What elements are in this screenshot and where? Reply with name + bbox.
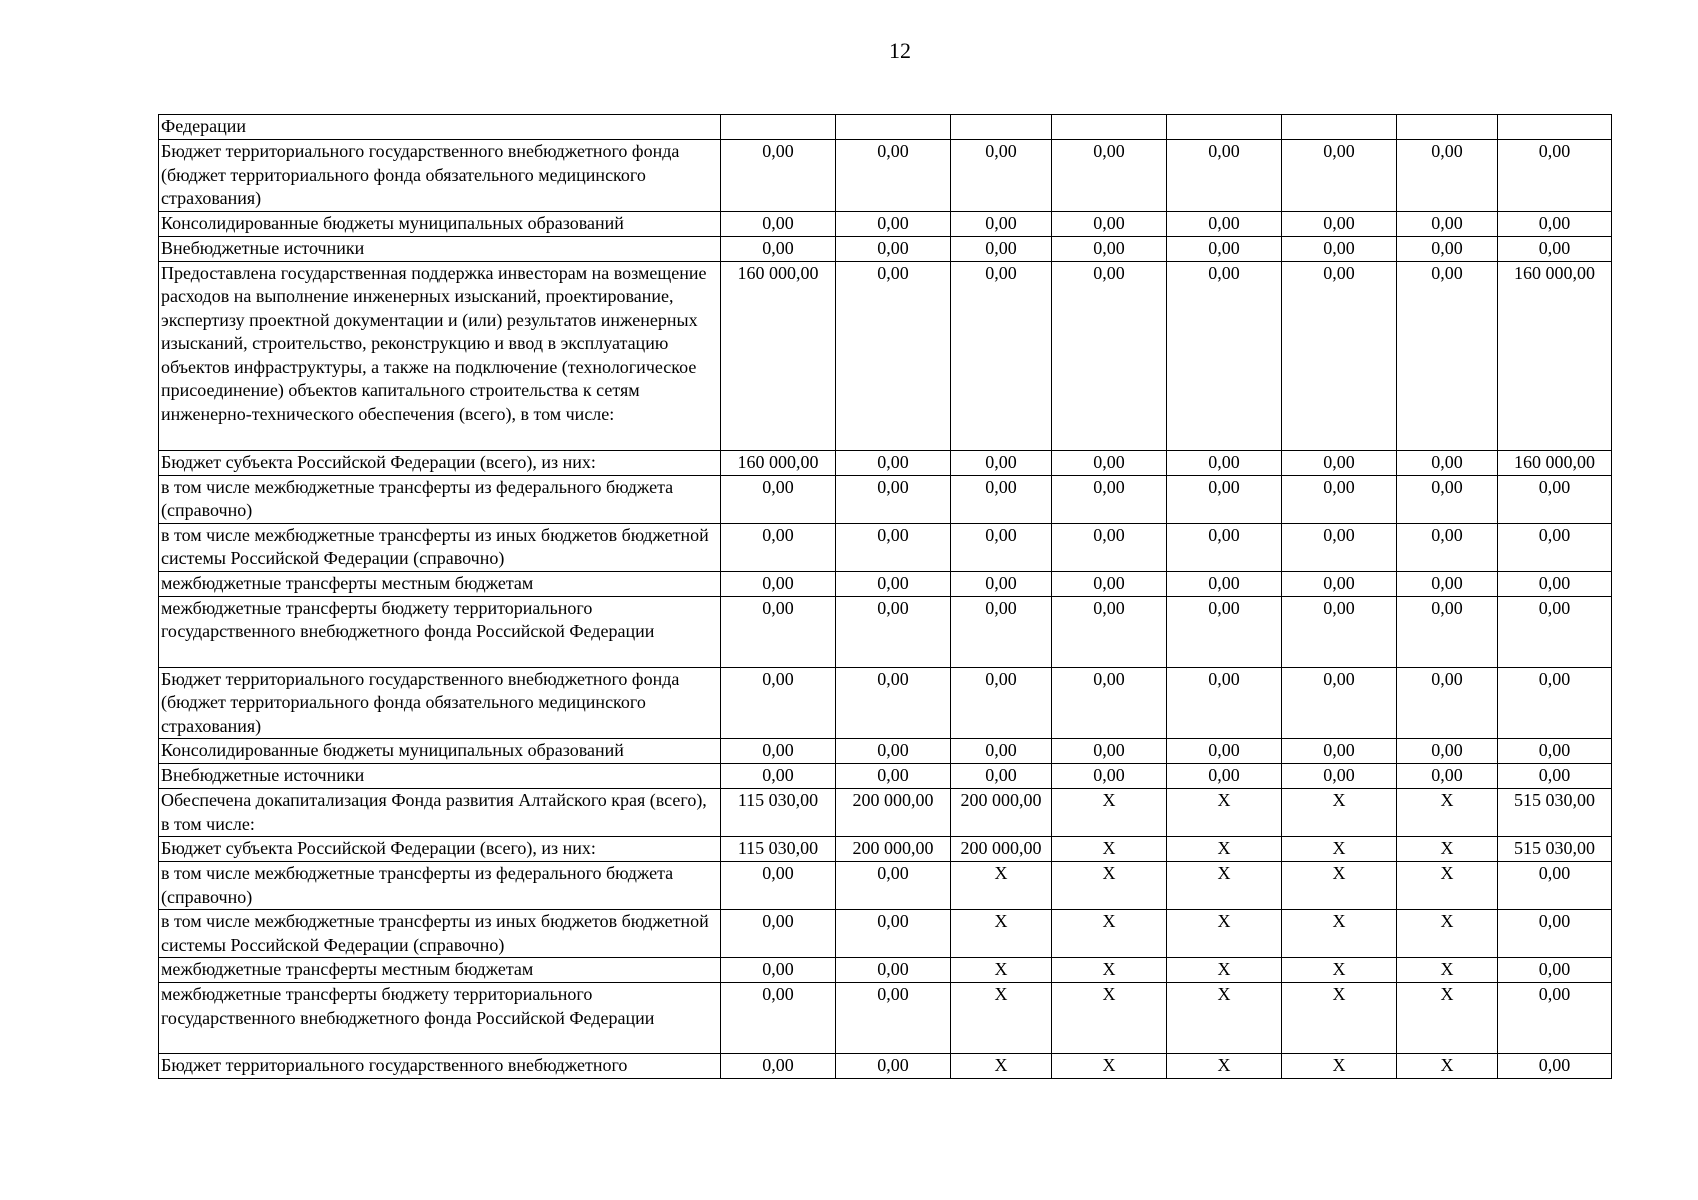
- value-cell: 0,00: [1167, 140, 1282, 212]
- value-cell: X: [1282, 1054, 1397, 1079]
- value-cell: 0,00: [1167, 571, 1282, 596]
- row-label: Внебюджетные источники: [159, 236, 721, 261]
- value-cell: 0,00: [951, 211, 1052, 236]
- value-cell: [1282, 115, 1397, 140]
- value-cell: 0,00: [1397, 450, 1498, 475]
- value-cell: 0,00: [721, 910, 836, 958]
- table-row: [159, 789, 1612, 837]
- row-label: в том числе межбюджетные трансферты из иных бюджетов бюджетной системы Российской Федерации (справочно): [159, 523, 721, 571]
- value-cell: X: [1282, 958, 1397, 983]
- value-cell: 0,00: [1498, 523, 1612, 571]
- value-cell: 0,00: [1167, 450, 1282, 475]
- value-cell: 0,00: [721, 211, 836, 236]
- value-cell: 0,00: [721, 958, 836, 983]
- row-label: межбюджетные трансферты местным бюджетам: [159, 571, 721, 596]
- value-cell: 0,00: [1498, 211, 1612, 236]
- value-cell: 160 000,00: [721, 450, 836, 475]
- value-cell: 0,00: [721, 140, 836, 212]
- page-number: 12: [889, 38, 911, 63]
- value-cell: 0,00: [1052, 596, 1167, 667]
- value-cell: 115 030,00: [721, 789, 836, 837]
- value-cell: 0,00: [836, 211, 951, 236]
- value-cell: 0,00: [836, 450, 951, 475]
- value-cell: 0,00: [1052, 764, 1167, 789]
- value-cell: 0,00: [951, 596, 1052, 667]
- value-cell: 0,00: [1282, 571, 1397, 596]
- value-cell: 0,00: [1052, 523, 1167, 571]
- row-label: межбюджетные трансферты бюджету территориального государственного внебюджетного фонда Российской Федерации: [159, 596, 721, 667]
- table-row: [159, 261, 1612, 450]
- value-cell: 0,00: [1498, 667, 1612, 739]
- row-label: в том числе межбюджетные трансферты из федерального бюджета (справочно): [159, 862, 721, 910]
- value-cell: X: [1052, 837, 1167, 862]
- row-label: Внебюджетные источники: [159, 764, 721, 789]
- value-cell: 0,00: [1167, 667, 1282, 739]
- value-cell: 115 030,00: [721, 837, 836, 862]
- value-cell: 0,00: [836, 261, 951, 450]
- table-row: [159, 571, 1612, 596]
- value-cell: 0,00: [1397, 596, 1498, 667]
- value-cell: 0,00: [1397, 140, 1498, 212]
- row-label: Бюджет субъекта Российской Федерации (всего), из них:: [159, 837, 721, 862]
- value-cell: 0,00: [721, 571, 836, 596]
- value-cell: 200 000,00: [951, 789, 1052, 837]
- value-cell: 160 000,00: [1498, 261, 1612, 450]
- value-cell: 0,00: [836, 764, 951, 789]
- value-cell: X: [1167, 837, 1282, 862]
- row-label: межбюджетные трансферты бюджету территориального государственного внебюджетного фонда Российской Федерации: [159, 983, 721, 1054]
- table-row: [159, 450, 1612, 475]
- value-cell: 0,00: [1282, 764, 1397, 789]
- value-cell: [1052, 115, 1167, 140]
- value-cell: 0,00: [1282, 140, 1397, 212]
- row-label: Бюджет территориального государственного внебюджетного фонда (бюджет территориального фонда обязательного медицинского страхования): [159, 667, 721, 739]
- value-cell: [1498, 115, 1612, 140]
- value-cell: X: [1397, 910, 1498, 958]
- value-cell: 0,00: [1282, 261, 1397, 450]
- table-row: [159, 140, 1612, 212]
- value-cell: 0,00: [1052, 739, 1167, 764]
- value-cell: 200 000,00: [951, 837, 1052, 862]
- table-row: [159, 862, 1612, 910]
- value-cell: 0,00: [951, 764, 1052, 789]
- value-cell: 0,00: [1498, 475, 1612, 523]
- value-cell: [1167, 115, 1282, 140]
- value-cell: 0,00: [1397, 523, 1498, 571]
- value-cell: [721, 115, 836, 140]
- value-cell: 0,00: [836, 236, 951, 261]
- value-cell: X: [1167, 789, 1282, 837]
- value-cell: 0,00: [951, 140, 1052, 212]
- budget-table: [158, 114, 1612, 1079]
- value-cell: 0,00: [1052, 211, 1167, 236]
- value-cell: X: [1397, 983, 1498, 1054]
- value-cell: X: [1167, 862, 1282, 910]
- value-cell: 0,00: [1282, 523, 1397, 571]
- value-cell: 0,00: [1498, 958, 1612, 983]
- value-cell: 0,00: [951, 739, 1052, 764]
- value-cell: 0,00: [1397, 764, 1498, 789]
- value-cell: 0,00: [1052, 450, 1167, 475]
- row-label: Бюджет территориального государственного внебюджетного фонда (бюджет территориального фонда обязательного медицинского страхования): [159, 140, 721, 212]
- value-cell: 0,00: [1498, 140, 1612, 212]
- value-cell: 0,00: [1498, 910, 1612, 958]
- value-cell: 200 000,00: [836, 789, 951, 837]
- value-cell: 0,00: [836, 140, 951, 212]
- value-cell: X: [1282, 862, 1397, 910]
- value-cell: 0,00: [1397, 475, 1498, 523]
- value-cell: 0,00: [1167, 261, 1282, 450]
- table-row: [159, 983, 1612, 1054]
- value-cell: 0,00: [1167, 236, 1282, 261]
- value-cell: 0,00: [1498, 739, 1612, 764]
- value-cell: X: [1167, 910, 1282, 958]
- value-cell: 0,00: [836, 910, 951, 958]
- value-cell: 0,00: [836, 739, 951, 764]
- value-cell: 160 000,00: [721, 261, 836, 450]
- value-cell: 0,00: [1167, 764, 1282, 789]
- row-label: Предоставлена государственная поддержка инвесторам на возмещение расходов на выполнение инженерных изысканий, проектирование, экспертизу проектной документации и (или) результатов инженерных изысканий, строительство, реконструкцию и ввод в эксплуатацию объектов инфраструктуры, а также на подключение (технологическое присоединение) объектов капитального строительства к сетям инженерно-технического обеспечения (всего), в том числе:: [159, 261, 721, 450]
- value-cell: [836, 115, 951, 140]
- row-label: Бюджет субъекта Российской Федерации (всего), из них:: [159, 450, 721, 475]
- value-cell: 0,00: [836, 667, 951, 739]
- value-cell: 0,00: [721, 1054, 836, 1079]
- value-cell: [1397, 115, 1498, 140]
- value-cell: 0,00: [721, 667, 836, 739]
- value-cell: 0,00: [1282, 236, 1397, 261]
- row-label: межбюджетные трансферты местным бюджетам: [159, 958, 721, 983]
- value-cell: X: [1052, 789, 1167, 837]
- value-cell: 0,00: [1282, 211, 1397, 236]
- row-label: в том числе межбюджетные трансферты из федерального бюджета (справочно): [159, 475, 721, 523]
- value-cell: X: [951, 983, 1052, 1054]
- value-cell: 0,00: [951, 261, 1052, 450]
- value-cell: X: [1397, 837, 1498, 862]
- value-cell: 0,00: [1397, 261, 1498, 450]
- value-cell: X: [1397, 1054, 1498, 1079]
- value-cell: 0,00: [1498, 1054, 1612, 1079]
- row-label: Федерации: [159, 115, 721, 140]
- value-cell: 0,00: [721, 739, 836, 764]
- value-cell: X: [1052, 862, 1167, 910]
- value-cell: 0,00: [1167, 523, 1282, 571]
- value-cell: X: [1282, 983, 1397, 1054]
- value-cell: 0,00: [836, 862, 951, 910]
- value-cell: 0,00: [836, 523, 951, 571]
- value-cell: 0,00: [1397, 236, 1498, 261]
- row-label: Обеспечена докапитализация Фонда развития Алтайского края (всего), в том числе:: [159, 789, 721, 837]
- value-cell: 0,00: [1498, 764, 1612, 789]
- value-cell: X: [1397, 862, 1498, 910]
- value-cell: 0,00: [1282, 475, 1397, 523]
- value-cell: X: [951, 958, 1052, 983]
- value-cell: 0,00: [1052, 261, 1167, 450]
- table-row: [159, 837, 1612, 862]
- value-cell: X: [951, 862, 1052, 910]
- value-cell: 0,00: [836, 571, 951, 596]
- value-cell: 0,00: [951, 523, 1052, 571]
- value-cell: 200 000,00: [836, 837, 951, 862]
- value-cell: 0,00: [1052, 475, 1167, 523]
- value-cell: 0,00: [1167, 475, 1282, 523]
- value-cell: 0,00: [1052, 571, 1167, 596]
- value-cell: X: [951, 910, 1052, 958]
- value-cell: 0,00: [1282, 739, 1397, 764]
- value-cell: 0,00: [1052, 236, 1167, 261]
- value-cell: 0,00: [1052, 140, 1167, 212]
- value-cell: 0,00: [1282, 596, 1397, 667]
- value-cell: X: [1167, 958, 1282, 983]
- value-cell: 0,00: [1397, 739, 1498, 764]
- value-cell: 0,00: [1052, 667, 1167, 739]
- value-cell: 0,00: [1498, 983, 1612, 1054]
- value-cell: 0,00: [1397, 571, 1498, 596]
- row-label: в том числе межбюджетные трансферты из иных бюджетов бюджетной системы Российской Федерации (справочно): [159, 910, 721, 958]
- value-cell: 0,00: [1282, 450, 1397, 475]
- value-cell: X: [1397, 789, 1498, 837]
- table-row: [159, 739, 1612, 764]
- table-row: [159, 596, 1612, 667]
- value-cell: 0,00: [1167, 739, 1282, 764]
- table-row: [159, 667, 1612, 739]
- value-cell: 0,00: [1498, 236, 1612, 261]
- value-cell: 0,00: [1498, 596, 1612, 667]
- value-cell: 0,00: [721, 236, 836, 261]
- value-cell: 0,00: [836, 475, 951, 523]
- value-cell: 0,00: [836, 1054, 951, 1079]
- value-cell: 0,00: [1167, 596, 1282, 667]
- value-cell: X: [1052, 983, 1167, 1054]
- value-cell: 0,00: [836, 958, 951, 983]
- value-cell: 0,00: [951, 236, 1052, 261]
- value-cell: 0,00: [951, 571, 1052, 596]
- value-cell: X: [1052, 910, 1167, 958]
- value-cell: 515 030,00: [1498, 837, 1612, 862]
- value-cell: [951, 115, 1052, 140]
- value-cell: 0,00: [836, 983, 951, 1054]
- table-row: [159, 523, 1612, 571]
- value-cell: 0,00: [721, 475, 836, 523]
- value-cell: 0,00: [721, 596, 836, 667]
- table-row: [159, 236, 1612, 261]
- value-cell: 160 000,00: [1498, 450, 1612, 475]
- value-cell: 0,00: [721, 523, 836, 571]
- value-cell: 0,00: [951, 475, 1052, 523]
- row-label: Бюджет территориального государственного внебюджетного: [159, 1054, 721, 1079]
- table-row: [159, 910, 1612, 958]
- table-row: [159, 115, 1612, 140]
- value-cell: 0,00: [721, 862, 836, 910]
- table-row: [159, 764, 1612, 789]
- value-cell: X: [1052, 1054, 1167, 1079]
- value-cell: 0,00: [1397, 211, 1498, 236]
- value-cell: 0,00: [1282, 667, 1397, 739]
- value-cell: X: [1282, 837, 1397, 862]
- value-cell: 515 030,00: [1498, 789, 1612, 837]
- table-row: [159, 211, 1612, 236]
- value-cell: X: [1167, 1054, 1282, 1079]
- value-cell: 0,00: [1498, 862, 1612, 910]
- value-cell: 0,00: [1397, 667, 1498, 739]
- row-label: Консолидированные бюджеты муниципальных образований: [159, 211, 721, 236]
- value-cell: X: [1282, 789, 1397, 837]
- value-cell: X: [1052, 958, 1167, 983]
- value-cell: 0,00: [1167, 211, 1282, 236]
- value-cell: X: [1282, 910, 1397, 958]
- row-label: Консолидированные бюджеты муниципальных образований: [159, 739, 721, 764]
- value-cell: 0,00: [951, 667, 1052, 739]
- value-cell: X: [1167, 983, 1282, 1054]
- value-cell: 0,00: [951, 450, 1052, 475]
- table-row: [159, 475, 1612, 523]
- value-cell: 0,00: [721, 983, 836, 1054]
- value-cell: 0,00: [836, 596, 951, 667]
- value-cell: X: [1397, 958, 1498, 983]
- value-cell: 0,00: [721, 764, 836, 789]
- table-row: [159, 958, 1612, 983]
- value-cell: 0,00: [1498, 571, 1612, 596]
- table-row: [159, 1054, 1612, 1079]
- value-cell: X: [951, 1054, 1052, 1079]
